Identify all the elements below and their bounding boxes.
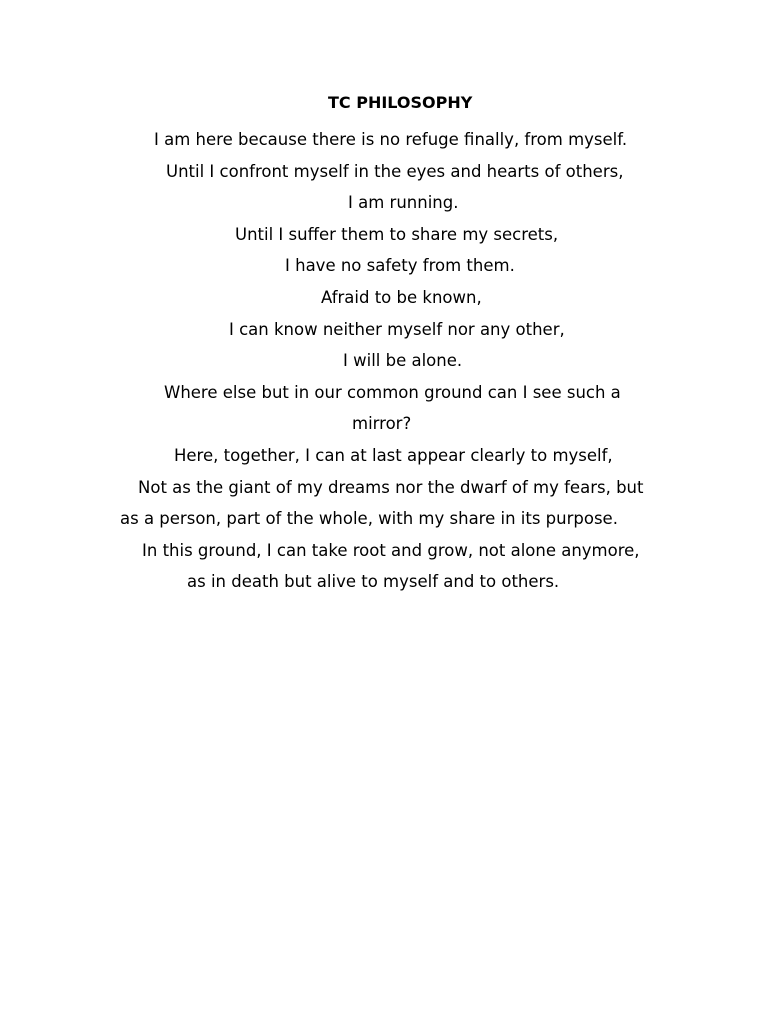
poem-line-11-row — [0, 445, 768, 467]
poem-line-13: as a person, part of the whole, with my share in its purpose. — [120, 509, 618, 528]
poem-line-5-row — [0, 255, 768, 277]
document-title: TC PHILOSOPHY — [328, 93, 473, 112]
poem-line-9: Where else but in our common ground can I see such a — [164, 383, 621, 402]
poem-line-6-row — [0, 287, 768, 309]
poem-line-12: Not as the giant of my dreams nor the dwarf of my fears, but — [138, 478, 644, 497]
poem-line-6: Afraid to be known, — [321, 288, 482, 307]
poem-line-1-row — [0, 129, 768, 151]
poem-line-10-row — [0, 413, 768, 435]
poem-line-1: I am here because there is no refuge finally, from myself. — [154, 130, 628, 149]
poem-line-3-row — [0, 192, 768, 214]
poem-line-14-row — [0, 540, 768, 562]
poem-line-8: I will be alone. — [343, 351, 463, 370]
poem-line-8-row — [0, 350, 768, 372]
poem-line-12-row — [0, 477, 768, 499]
poem-line-2-row — [0, 161, 768, 183]
poem-line-9-row — [0, 382, 768, 404]
poem-line-13-row — [0, 508, 768, 530]
poem-line-7: I can know neither myself nor any other, — [229, 320, 565, 339]
poem-line-3: I am running. — [348, 193, 459, 212]
poem-line-15-row — [0, 571, 768, 593]
poem-line-15: as in death but alive to myself and to others. — [187, 572, 560, 591]
poem-line-4: Until I suffer them to share my secrets, — [235, 225, 559, 244]
poem-line-2: Until I confront myself in the eyes and hearts of others, — [166, 162, 624, 181]
poem-line-10: mirror? — [352, 414, 412, 433]
poem-line-7-row — [0, 319, 768, 341]
poem-line-5: I have no safety from them. — [285, 256, 515, 275]
poem-line-14: In this ground, I can take root and grow, not alone anymore, — [142, 541, 640, 560]
poem-line-11: Here, together, I can at last appear clearly to myself, — [174, 446, 613, 465]
poem-line-4-row — [0, 224, 768, 246]
